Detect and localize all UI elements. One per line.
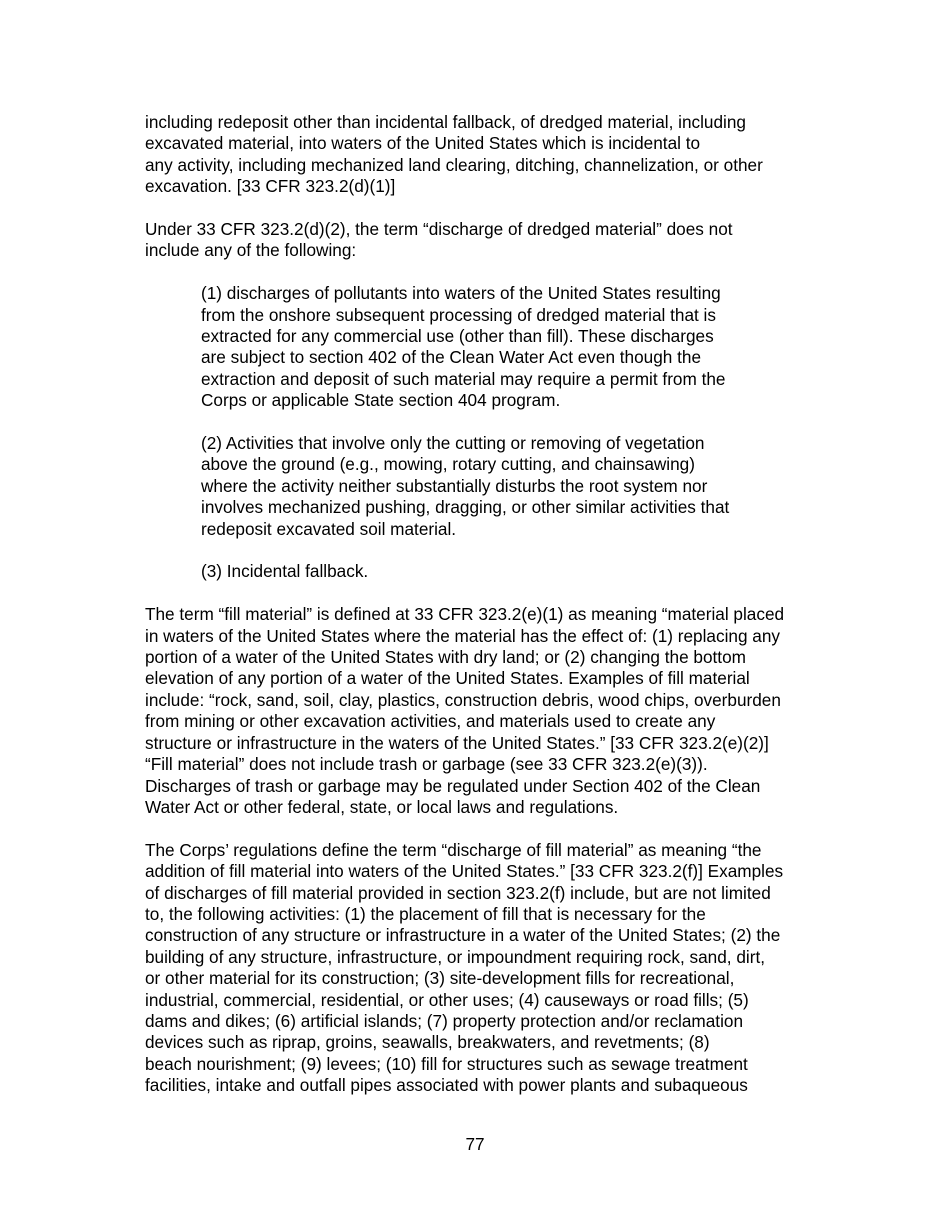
text-line: industrial, commercial, residential, or other uses; (4) causeways or road fills; (5) <box>145 989 749 1010</box>
text-line: (3) Incidental fallback. <box>201 561 369 582</box>
text-line: extraction and deposit of such material may require a permit from the <box>201 368 726 389</box>
text-line: excavation. [33 CFR 323.2(d)(1)] <box>145 176 396 197</box>
text-line: The term “fill material” is defined at 33 CFR 323.2(e)(1) as meaning “material placed <box>145 604 785 625</box>
paragraph <box>145 840 845 1097</box>
text-line: (1) discharges of pollutants into waters of the United States resulting <box>201 283 721 304</box>
indented-paragraph <box>201 433 845 540</box>
text-line: Water Act or other federal, state, or local laws and regulations. <box>145 796 619 817</box>
text-line: where the activity neither substantially disturbs the root system nor <box>201 475 708 496</box>
indented-paragraph <box>201 561 845 582</box>
text-line: Under 33 CFR 323.2(d)(2), the term “discharge of dredged material” does not <box>145 219 733 240</box>
text-line: of discharges of fill material provided in section 323.2(f) include, but are not limited <box>145 882 771 903</box>
text-line: structure or infrastructure in the waters of the United States.” [33 CFR 323.2(e)(2)] <box>145 732 769 753</box>
text-line: to, the following activities: (1) the placement of fill that is necessary for the <box>145 903 706 924</box>
paragraph <box>145 604 845 818</box>
text-line: in waters of the United States where the material has the effect of: (1) replacing any <box>145 625 781 646</box>
text-line: involves mechanized pushing, dragging, or other similar activities that <box>201 497 730 518</box>
text-line: portion of a water of the United States with dry land; or (2) changing the bottom <box>145 647 746 668</box>
text-line: include any of the following: <box>145 240 357 261</box>
text-line: dams and dikes; (6) artificial islands; (7) property protection and/or reclamation <box>145 1010 744 1031</box>
text-line: extracted for any commercial use (other than fill). These discharges <box>201 326 714 347</box>
text-line: are subject to section 402 of the Clean Water Act even though the <box>201 347 702 368</box>
text-line: building of any structure, infrastructure, or impoundment requiring rock, sand, dirt, <box>145 946 766 967</box>
text-line: elevation of any portion of a water of the United States. Examples of fill material <box>145 668 750 689</box>
text-line: Discharges of trash or garbage may be regulated under Section 402 of the Clean <box>145 775 761 796</box>
text-line: beach nourishment; (9) levees; (10) fill for structures such as sewage treatment <box>145 1053 748 1074</box>
text-line: devices such as riprap, groins, seawalls, breakwaters, and revetments; (8) <box>145 1032 710 1053</box>
paragraph <box>145 219 845 262</box>
paragraph <box>145 112 845 198</box>
text-line: redeposit excavated soil material. <box>201 518 457 539</box>
text-line: addition of fill material into waters of the United States.” [33 CFR 323.2(f)] Examples <box>145 861 784 882</box>
text-line: from mining or other excavation activities, and materials used to create any <box>145 711 716 732</box>
text-line: excavated material, into waters of the United States which is incidental to <box>145 133 701 154</box>
text-line: any activity, including mechanized land clearing, ditching, channelization, or other <box>145 154 763 175</box>
text-line: include: “rock, sand, soil, clay, plastics, construction debris, wood chips, overburden <box>145 689 781 710</box>
text-line: including redeposit other than incidental fallback, of dredged material, including <box>145 112 746 132</box>
text-line: construction of any structure or infrastructure in a water of the United States; (2) the <box>145 925 781 946</box>
text-line: above the ground (e.g., mowing, rotary cutting, and chainsawing) <box>201 454 695 475</box>
text-line: Corps or applicable State section 404 program. <box>201 390 561 411</box>
text-line: The Corps’ regulations define the term “discharge of fill material” as meaning “the <box>145 839 762 860</box>
page-number: 77 <box>465 1134 485 1154</box>
document-body <box>145 112 845 1118</box>
text-line: “Fill material” does not include trash or garbage (see 33 CFR 323.2(e)(3)). <box>145 754 708 775</box>
text-line: (2) Activities that involve only the cutting or removing of vegetation <box>201 433 705 454</box>
text-line: facilities, intake and outfall pipes associated with power plants and subaqueous <box>145 1075 748 1096</box>
indented-paragraph <box>201 283 845 411</box>
text-line: or other material for its construction; (3) site-development fills for recreational, <box>145 968 735 989</box>
text-line: from the onshore subsequent processing of dredged material that is <box>201 304 716 325</box>
